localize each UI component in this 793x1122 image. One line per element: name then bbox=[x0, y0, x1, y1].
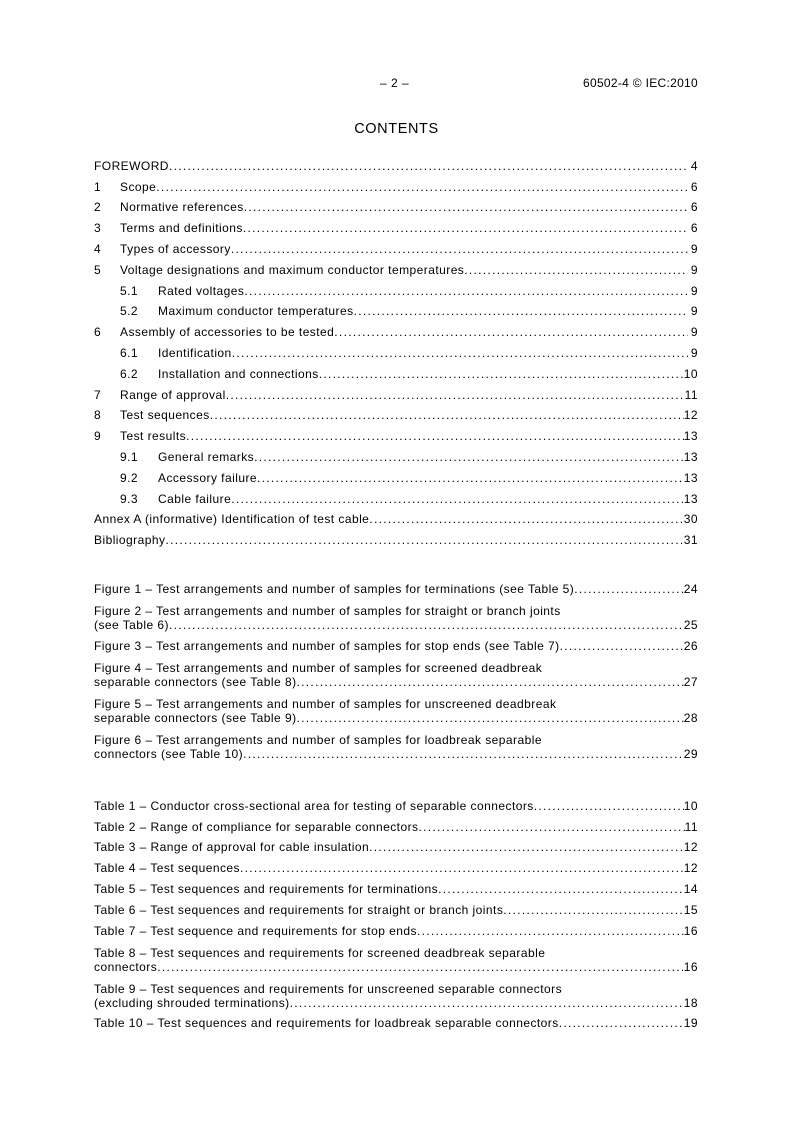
table-entry-text bbox=[94, 974, 698, 1010]
toc-entry-line bbox=[158, 450, 698, 464]
dot-leader bbox=[297, 675, 684, 689]
table-entry-page: 18 bbox=[683, 995, 698, 1010]
toc-entry-number: 4 bbox=[94, 241, 102, 256]
toc-entry-line bbox=[158, 346, 698, 360]
toc-entry[interactable] bbox=[94, 506, 698, 527]
toc-entry[interactable] bbox=[94, 194, 698, 215]
figure-entry-line bbox=[94, 618, 698, 632]
table-entry-page: 19 bbox=[683, 1016, 698, 1031]
figure-entry-page: 29 bbox=[683, 746, 698, 761]
toc-entry[interactable] bbox=[94, 422, 698, 443]
table-entry-caption: Table 1 – Conductor cross-sectional area for testing of separable connectors bbox=[94, 798, 534, 813]
table-entry-line bbox=[94, 924, 698, 938]
toc-entry-number: 3 bbox=[94, 221, 102, 236]
dot-leader bbox=[354, 304, 688, 318]
table-entry-line bbox=[94, 861, 698, 875]
table-entry[interactable] bbox=[94, 938, 698, 974]
dot-leader bbox=[244, 200, 688, 214]
contents-title: CONTENTS bbox=[354, 121, 439, 137]
toc-entry[interactable] bbox=[94, 443, 698, 464]
dot-leader bbox=[503, 903, 683, 917]
table-entry-page: 16 bbox=[683, 923, 698, 938]
toc-entry-number: 6.2 bbox=[120, 366, 139, 381]
toc-entry-title: FOREWORD bbox=[94, 158, 169, 173]
toc-entry-page: 9 bbox=[690, 345, 698, 360]
figure-entry-page: 25 bbox=[683, 617, 698, 632]
figure-entry-line bbox=[94, 675, 698, 689]
figure-entry[interactable] bbox=[94, 653, 698, 689]
table-entry-line bbox=[94, 840, 698, 854]
toc-entry[interactable] bbox=[94, 464, 698, 485]
toc-entry-number: 6.1 bbox=[120, 345, 139, 360]
toc-entry[interactable] bbox=[94, 214, 698, 235]
toc-entry[interactable] bbox=[94, 277, 698, 298]
toc-entry-title: Bibliography bbox=[94, 533, 166, 548]
toc-entry[interactable] bbox=[94, 256, 698, 277]
figure-entry-caption-continued: (see Table 6) bbox=[94, 617, 170, 632]
toc-entry-title: Types of accessory bbox=[120, 241, 231, 256]
table-entry-caption: Table 2 – Range of compliance for separable connectors bbox=[94, 819, 419, 834]
dot-leader bbox=[243, 747, 684, 761]
toc-entry-line bbox=[158, 492, 698, 506]
toc-entry-number: 5 bbox=[94, 262, 102, 277]
figure-entry[interactable] bbox=[94, 632, 698, 653]
table-entry-caption: Table 9 – Test sequences and requirements for unscreened separable connectors bbox=[94, 981, 563, 996]
toc-entry-title: Maximum conductor temperatures bbox=[158, 304, 354, 319]
toc-entry-number: 5.1 bbox=[120, 283, 139, 298]
toc-entry-page: 13 bbox=[683, 429, 698, 444]
toc-entry-title: Test sequences bbox=[120, 408, 210, 423]
toc-entry-line bbox=[120, 408, 698, 422]
toc-entry-number: 6 bbox=[94, 325, 102, 340]
figure-entry-page: 27 bbox=[683, 674, 698, 689]
toc-entry-line bbox=[158, 367, 698, 381]
toc-entry-number: 1 bbox=[94, 179, 102, 194]
toc-entry-page: 11 bbox=[684, 387, 698, 402]
toc-entry-page: 9 bbox=[690, 262, 698, 277]
figure-entry-caption: Figure 3 – Test arrangements and number of samples for stop ends (see Table 7) bbox=[94, 638, 560, 653]
dot-leader bbox=[369, 512, 683, 526]
figure-entry-text bbox=[94, 725, 698, 761]
toc-entry-title: Annex A (informative) Identification of test cable bbox=[94, 512, 370, 527]
table-entry[interactable] bbox=[94, 875, 698, 896]
figure-entry-line bbox=[94, 582, 698, 596]
toc-entry-number: 9.2 bbox=[120, 470, 139, 485]
toc-entry-number: 7 bbox=[94, 387, 102, 402]
figure-entry-caption-continued: separable connectors (see Table 9) bbox=[94, 710, 297, 725]
dot-leader bbox=[244, 284, 688, 298]
dot-leader bbox=[418, 820, 684, 834]
toc-entry-title: Normative references bbox=[120, 200, 244, 215]
toc-entry-line bbox=[94, 159, 698, 173]
table-entry-page: 15 bbox=[683, 902, 698, 917]
table-entry-page: 14 bbox=[683, 881, 698, 896]
table-entry-caption: Table 4 – Test sequences bbox=[94, 861, 241, 876]
figure-entry-page: 28 bbox=[683, 710, 698, 725]
figure-entry-caption: Figure 2 – Test arrangements and number of samples for straight or branch joints bbox=[94, 603, 561, 618]
toc-entry-line bbox=[120, 242, 698, 256]
table-entry[interactable] bbox=[94, 1010, 698, 1031]
figure-entry[interactable] bbox=[94, 725, 698, 761]
toc-entry-page: 9 bbox=[690, 304, 698, 319]
toc-entry-page: 12 bbox=[683, 408, 698, 423]
table-entry[interactable] bbox=[94, 854, 698, 875]
toc-entry-page: 13 bbox=[683, 470, 698, 485]
figure-entry-caption: Figure 6 – Test arrangements and number of samples for loadbreak separable bbox=[94, 732, 542, 747]
toc-entry-line bbox=[120, 180, 698, 194]
toc-entry-line bbox=[94, 533, 698, 547]
table-entry[interactable] bbox=[94, 917, 698, 938]
figure-entry-line bbox=[94, 711, 698, 725]
toc-entry-page: 30 bbox=[683, 512, 698, 527]
toc-entry-page: 6 bbox=[690, 221, 698, 236]
table-entry-caption: Table 10 – Test sequences and requirements for loadbreak separable connectors bbox=[94, 1016, 559, 1031]
table-entry-text bbox=[94, 938, 698, 974]
toc-entry-page: 31 bbox=[683, 533, 698, 548]
toc-entry-page: 6 bbox=[690, 200, 698, 215]
toc-entry-line bbox=[120, 200, 698, 214]
toc-entry-line bbox=[158, 284, 698, 298]
table-entry-caption-continued: connectors bbox=[94, 959, 158, 974]
toc-entry-title: Rated voltages bbox=[158, 283, 245, 298]
toc-entry-line bbox=[120, 263, 698, 277]
table-entry-caption: Table 3 – Range of approval for cable insulation bbox=[94, 840, 370, 855]
page-header bbox=[0, 76, 793, 94]
dot-leader bbox=[559, 1016, 684, 1030]
dot-leader bbox=[240, 861, 684, 875]
table-entry-page: 12 bbox=[683, 861, 698, 876]
toc-entry-page: 10 bbox=[683, 366, 698, 381]
dot-leader bbox=[165, 533, 683, 547]
toc-entry[interactable] bbox=[94, 173, 698, 194]
table-entry[interactable] bbox=[94, 896, 698, 917]
table-entry-page: 12 bbox=[683, 840, 698, 855]
toc-entry-number: 9.3 bbox=[120, 491, 139, 506]
figure-entry[interactable] bbox=[94, 596, 698, 632]
toc-entry-line bbox=[158, 471, 698, 485]
table-entry-caption: Table 7 – Test sequence and requirements for stop ends bbox=[94, 923, 417, 938]
toc-entry-title: Identification bbox=[158, 345, 232, 360]
toc-entry[interactable] bbox=[94, 381, 698, 402]
table-entry-line bbox=[94, 1016, 698, 1030]
figure-entry[interactable] bbox=[94, 575, 698, 596]
toc-entry[interactable] bbox=[94, 526, 698, 547]
table-entry-line bbox=[94, 799, 698, 813]
dot-leader bbox=[574, 582, 684, 596]
dot-leader bbox=[232, 346, 688, 360]
toc-entry-number: 2 bbox=[94, 200, 102, 215]
table-entry-page: 16 bbox=[683, 959, 698, 974]
table-entry[interactable] bbox=[94, 792, 698, 813]
table-entry-line bbox=[94, 882, 698, 896]
toc-entry-title: Voltage designations and maximum conductor temperatures bbox=[120, 262, 465, 277]
table-entry-caption: Table 8 – Test sequences and requirements for screened deadbreak separable bbox=[94, 945, 546, 960]
dot-leader bbox=[369, 840, 684, 854]
figure-entry-caption-continued: connectors (see Table 10) bbox=[94, 746, 244, 761]
toc-entry-title: Test results bbox=[120, 429, 187, 444]
dot-leader bbox=[231, 492, 684, 506]
dot-leader bbox=[243, 221, 688, 235]
toc-entry-line bbox=[94, 512, 698, 526]
toc-entry-page: 13 bbox=[683, 491, 698, 506]
table-entry[interactable] bbox=[94, 834, 698, 855]
toc-entry-line bbox=[158, 304, 698, 318]
dot-leader bbox=[186, 429, 684, 443]
figure-entry[interactable] bbox=[94, 689, 698, 725]
dot-leader bbox=[169, 618, 684, 632]
figure-entry-caption: Figure 5 – Test arrangements and number of samples for unscreened deadbreak bbox=[94, 696, 557, 711]
toc-entry-line bbox=[120, 388, 698, 402]
dot-leader bbox=[231, 242, 688, 256]
list-of-tables bbox=[94, 792, 698, 1030]
dot-leader bbox=[464, 263, 688, 277]
figure-entry-line bbox=[94, 747, 698, 761]
figure-entry-text bbox=[94, 596, 698, 632]
figure-entry-page: 26 bbox=[683, 638, 698, 653]
toc-entry-line bbox=[120, 221, 698, 235]
toc-entry-number: 9.1 bbox=[120, 449, 139, 464]
toc-entry[interactable] bbox=[94, 152, 698, 173]
toc-entry-title: Range of approval bbox=[120, 387, 226, 402]
toc-entry-line bbox=[120, 429, 698, 443]
toc-entry-title: Accessory failure bbox=[158, 470, 258, 485]
table-entry-caption-continued: (excluding shrouded terminations) bbox=[94, 995, 290, 1010]
dot-leader bbox=[297, 711, 684, 725]
toc-entry[interactable] bbox=[94, 360, 698, 381]
table-entry-line bbox=[94, 903, 698, 917]
toc-entry[interactable] bbox=[94, 339, 698, 360]
toc-entry-title: Scope bbox=[120, 179, 157, 194]
dot-leader bbox=[560, 639, 684, 653]
figure-entry-text bbox=[94, 689, 698, 725]
toc-entry-page: 9 bbox=[690, 283, 698, 298]
figure-entry-text bbox=[94, 653, 698, 689]
dot-leader bbox=[157, 960, 684, 974]
document-reference: 60502-4 © IEC:2010 bbox=[583, 76, 698, 90]
toc-entry[interactable] bbox=[94, 402, 698, 423]
toc-entry-page: 4 bbox=[690, 158, 698, 173]
table-entry[interactable] bbox=[94, 813, 698, 834]
dot-leader bbox=[156, 180, 688, 194]
table-entry[interactable] bbox=[94, 974, 698, 1010]
toc-entry[interactable] bbox=[94, 298, 698, 319]
toc-entry[interactable] bbox=[94, 318, 698, 339]
table-entry-caption: Table 6 – Test sequences and requirements for straight or branch joints bbox=[94, 902, 504, 917]
dot-leader bbox=[169, 159, 688, 173]
list-of-figures bbox=[94, 575, 698, 761]
dot-leader bbox=[417, 924, 684, 938]
figure-entry-caption-continued: separable connectors (see Table 8) bbox=[94, 674, 297, 689]
dot-leader bbox=[254, 450, 684, 464]
toc-entry-title: Terms and definitions bbox=[120, 221, 243, 236]
figure-entry-caption: Figure 1 – Test arrangements and number of samples for terminations (see Table 5) bbox=[94, 581, 575, 596]
dot-leader bbox=[534, 799, 684, 813]
toc-entry-title: Assembly of accessories to be tested bbox=[120, 325, 335, 340]
table-entry-page: 11 bbox=[684, 819, 698, 834]
table-entry-line bbox=[94, 820, 698, 834]
toc-entry-page: 6 bbox=[690, 179, 698, 194]
dot-leader bbox=[438, 882, 684, 896]
table-entry-caption: Table 5 – Test sequences and requirements for terminations bbox=[94, 881, 439, 896]
dot-leader bbox=[257, 471, 684, 485]
dot-leader bbox=[334, 325, 688, 339]
toc-entry-title: Cable failure bbox=[158, 491, 232, 506]
figure-entry-line bbox=[94, 639, 698, 653]
figure-entry-page: 24 bbox=[683, 581, 698, 596]
toc-entry-title: General remarks bbox=[158, 449, 255, 464]
toc-entry-title: Installation and connections bbox=[158, 366, 319, 381]
table-entry-line bbox=[94, 960, 698, 974]
toc-entry-number: 5.2 bbox=[120, 304, 139, 319]
figure-entry-caption: Figure 4 – Test arrangements and number of samples for screened deadbreak bbox=[94, 660, 543, 675]
toc-entry-page: 9 bbox=[690, 325, 698, 340]
dot-leader bbox=[226, 388, 685, 402]
toc-entry-number: 8 bbox=[94, 408, 102, 423]
table-of-contents bbox=[94, 152, 698, 547]
toc-entry-page: 13 bbox=[683, 449, 698, 464]
table-entry-line bbox=[94, 996, 698, 1010]
dot-leader bbox=[210, 408, 684, 422]
toc-entry[interactable] bbox=[94, 485, 698, 506]
toc-entry-number: 9 bbox=[94, 429, 102, 444]
dot-leader bbox=[290, 996, 684, 1010]
toc-entry-page: 9 bbox=[690, 241, 698, 256]
page-number: – 2 – bbox=[380, 76, 410, 90]
table-entry-page: 10 bbox=[683, 798, 698, 813]
toc-entry[interactable] bbox=[94, 235, 698, 256]
toc-entry-line bbox=[120, 325, 698, 339]
dot-leader bbox=[319, 367, 684, 381]
